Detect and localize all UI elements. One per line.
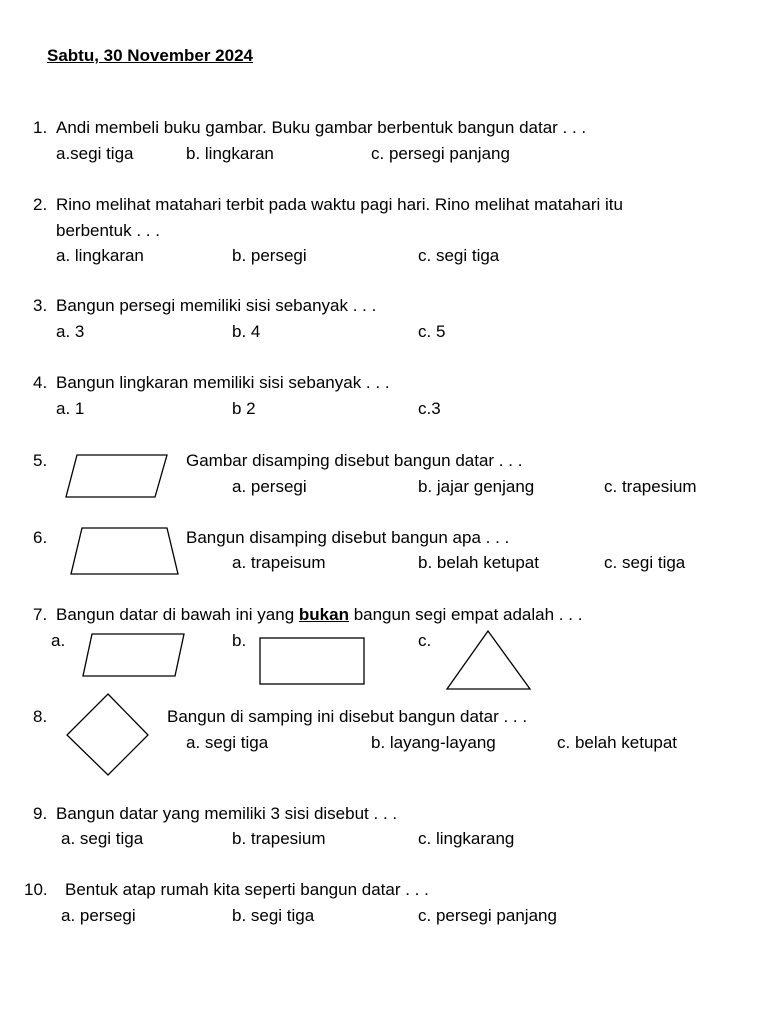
trapezoid-icon <box>65 523 185 579</box>
q4-option-a: a. 1 <box>56 399 85 418</box>
q9-option-b: b. trapesium <box>232 829 326 848</box>
q1-option-a: a.segi tiga <box>56 144 134 163</box>
parallelogram-icon <box>78 628 190 682</box>
q7-text-emphasis: bukan <box>298 605 349 624</box>
q4-number: 4. <box>33 373 48 392</box>
q4-option-b: b 2 <box>232 399 256 418</box>
q2-number: 2. <box>33 195 48 214</box>
q8-text: Bangun di samping ini disebut bangun datar . . . <box>167 707 528 726</box>
q8-number: 8. <box>33 707 48 726</box>
q1-option-b: b. lingkaran <box>186 144 274 163</box>
q9-option-a: a. segi tiga <box>61 829 144 848</box>
q6-option-b: b. belah ketupat <box>418 553 539 572</box>
q7-text-before: Bangun datar di bawah ini yang <box>56 605 299 624</box>
q6-text: Bangun disamping disebut bangun apa . . . <box>186 528 510 547</box>
q2-option-a: a. lingkaran <box>56 246 144 265</box>
q10-option-b: b. segi tiga <box>232 906 315 925</box>
q7-option-c-label: c. <box>418 631 432 650</box>
q3-number: 3. <box>33 296 48 315</box>
q10-text: Bentuk atap rumah kita seperti bangun datar . . . <box>65 880 429 899</box>
q4-option-c: c.3 <box>418 399 441 418</box>
q10-option-c: c. persegi panjang <box>418 906 557 925</box>
q8-option-a: a. segi tiga <box>186 733 269 752</box>
q1-number: 1. <box>33 118 48 137</box>
q5-option-c: c. trapesium <box>604 477 697 496</box>
q3-text: Bangun persegi memiliki sisi sebanyak . . . <box>56 296 377 315</box>
q2-text-line2: berbentuk . . . <box>56 221 160 240</box>
q7-text <box>56 605 582 625</box>
q5-text: Gambar disamping disebut bangun datar . . . <box>186 451 523 470</box>
q6-number: 6. <box>33 528 48 547</box>
parallelogram-icon <box>60 450 172 502</box>
q7-number: 7. <box>33 605 48 624</box>
q8-option-b: b. layang-layang <box>371 733 496 752</box>
q9-text: Bangun datar yang memiliki 3 sisi disebut . . . <box>56 804 398 823</box>
q2-option-c: c. segi tiga <box>418 246 500 265</box>
q4-text: Bangun lingkaran memiliki sisi sebanyak . . . <box>56 373 390 392</box>
worksheet-date: Sabtu, 30 November 2024 <box>47 46 253 65</box>
rhombus-icon <box>62 689 154 781</box>
q5-number: 5. <box>33 451 48 470</box>
q3-option-b: b. 4 <box>232 322 261 341</box>
q3-option-a: a. 3 <box>56 322 85 341</box>
q8-option-c: c. belah ketupat <box>557 733 678 752</box>
q7-text-after: bangun segi empat adalah . . . <box>348 605 583 624</box>
rectangle-icon <box>255 633 369 689</box>
q10-option-a: a. persegi <box>61 906 136 925</box>
q5-option-a: a. persegi <box>232 477 307 496</box>
q3-option-c: c. 5 <box>418 322 446 341</box>
triangle-icon <box>443 627 535 694</box>
q7-option-b-label: b. <box>232 631 247 650</box>
q9-option-c: c. lingkarang <box>418 829 515 848</box>
q2-text-line1: Rino melihat matahari terbit pada waktu pagi hari. Rino melihat matahari itu <box>56 195 623 214</box>
q9-number: 9. <box>33 804 48 823</box>
q10-number: 10. <box>24 880 48 899</box>
q1-option-c: c. persegi panjang <box>371 144 510 163</box>
q7-option-a-label: a. <box>51 631 66 650</box>
q1-text: Andi membeli buku gambar. Buku gambar berbentuk bangun datar . . . <box>56 118 587 137</box>
q6-option-c: c. segi tiga <box>604 553 686 572</box>
q6-option-a: a. trapeisum <box>232 553 326 572</box>
q2-option-b: b. persegi <box>232 246 307 265</box>
q5-option-b: b. jajar genjang <box>418 477 535 496</box>
